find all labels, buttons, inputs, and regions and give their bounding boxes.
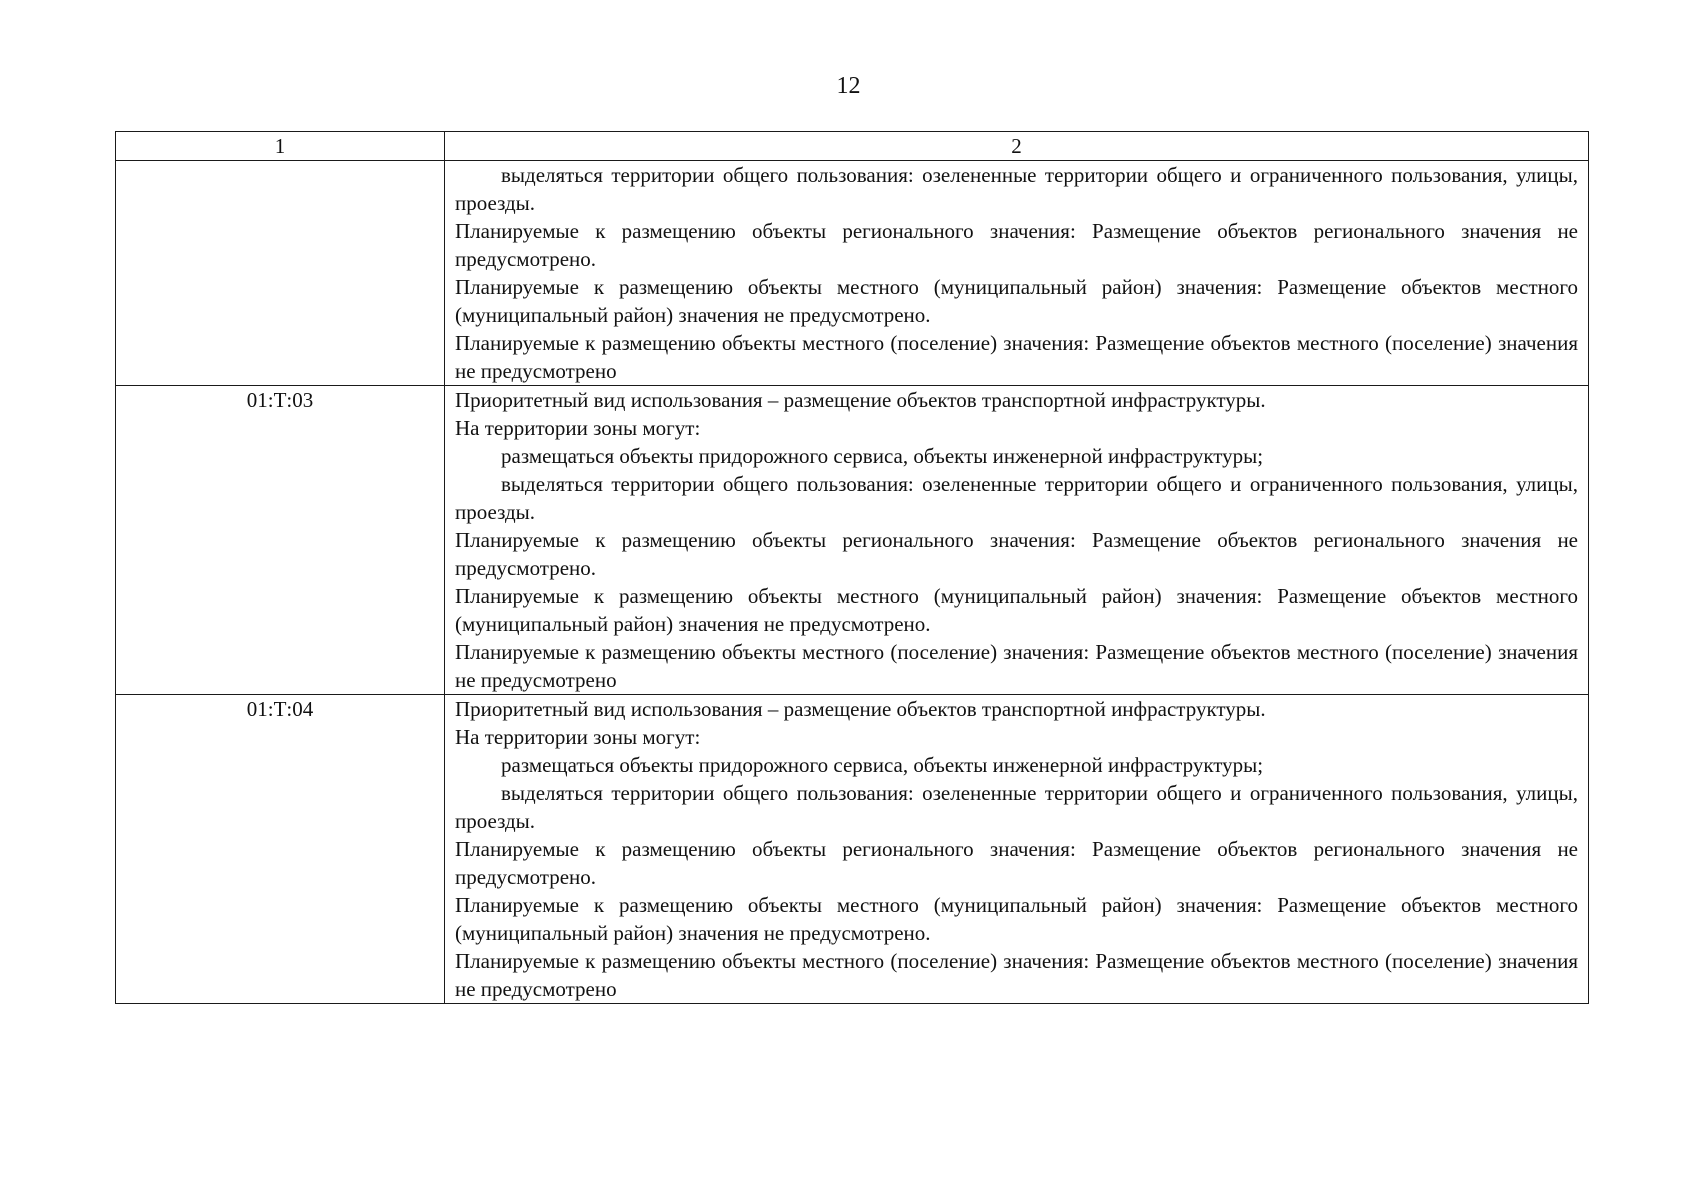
zone-description-paragraph: Планируемые к размещению объекты регионального значения: Размещение объектов регионального значения не предусмотрено. (455, 528, 1578, 580)
table-row (116, 695, 1589, 1004)
zone-description-paragraph: Планируемые к размещению объекты местного (муниципальный район) значения: Размещение объектов местного (муниципальный район) значения не предусмотрено. (455, 584, 1578, 636)
zone-description-paragraph: выделяться территории общего пользования: озелененные территории общего и ограниченного пользования, улицы, проезды. (455, 781, 1578, 833)
zone-description-cell (445, 695, 1589, 1004)
zone-description-paragraph: размещаться объекты придорожного сервиса, объекты инженерной инфраструктуры; (501, 444, 1264, 468)
zone-description-paragraph: выделяться территории общего пользования: озелененные территории общего и ограниченного пользования, улицы, проезды. (455, 163, 1578, 215)
zone-code-cell: 01:Т:03 (116, 386, 445, 695)
zone-description-paragraph: На территории зоны могут: (455, 416, 701, 440)
zone-description-paragraph: Приоритетный вид использования – размещение объектов транспортной инфраструктуры. (455, 388, 1266, 412)
zone-code-cell: 01:Т:04 (116, 695, 445, 1004)
zone-description-paragraph: Планируемые к размещению объекты регионального значения: Размещение объектов регионального значения не предусмотрено. (455, 219, 1578, 271)
zone-description-paragraph: Планируемые к размещению объекты местного (поселение) значения: Размещение объектов местного (поселение) значения не предусмотрено (455, 331, 1578, 383)
zone-description-paragraph: Планируемые к размещению объекты местного (поселение) значения: Размещение объектов местного (поселение) значения не предусмотрено (455, 949, 1578, 1001)
table-row (116, 161, 1589, 386)
zone-description-paragraph: размещаться объекты придорожного сервиса, объекты инженерной инфраструктуры; (501, 753, 1264, 777)
zone-description-paragraph: На территории зоны могут: (455, 725, 701, 749)
zones-table (115, 131, 1589, 1004)
table-body (116, 161, 1589, 1004)
zone-description-paragraph: Планируемые к размещению объекты местного (муниципальный район) значения: Размещение объектов местного (муниципальный район) значения не предусмотрено. (455, 893, 1578, 945)
column-header-1: 1 (116, 132, 445, 161)
column-header-2: 2 (445, 132, 1589, 161)
zone-description-paragraph: выделяться территории общего пользования: озелененные территории общего и ограниченного пользования, улицы, проезды. (455, 472, 1578, 524)
table-row (116, 386, 1589, 695)
zone-description-cell (445, 161, 1589, 386)
table-header-row (116, 132, 1589, 161)
page-number: 12 (836, 73, 861, 99)
zone-description-paragraph: Планируемые к размещению объекты регионального значения: Размещение объектов регионального значения не предусмотрено. (455, 837, 1578, 889)
zone-description-cell (445, 386, 1589, 695)
zone-code-cell (116, 161, 445, 386)
zone-description-paragraph: Приоритетный вид использования – размещение объектов транспортной инфраструктуры. (455, 697, 1266, 721)
zone-description-paragraph: Планируемые к размещению объекты местного (муниципальный район) значения: Размещение объектов местного (муниципальный район) значения не предусмотрено. (455, 275, 1578, 327)
zone-description-paragraph: Планируемые к размещению объекты местного (поселение) значения: Размещение объектов местного (поселение) значения не предусмотрено (455, 640, 1578, 692)
